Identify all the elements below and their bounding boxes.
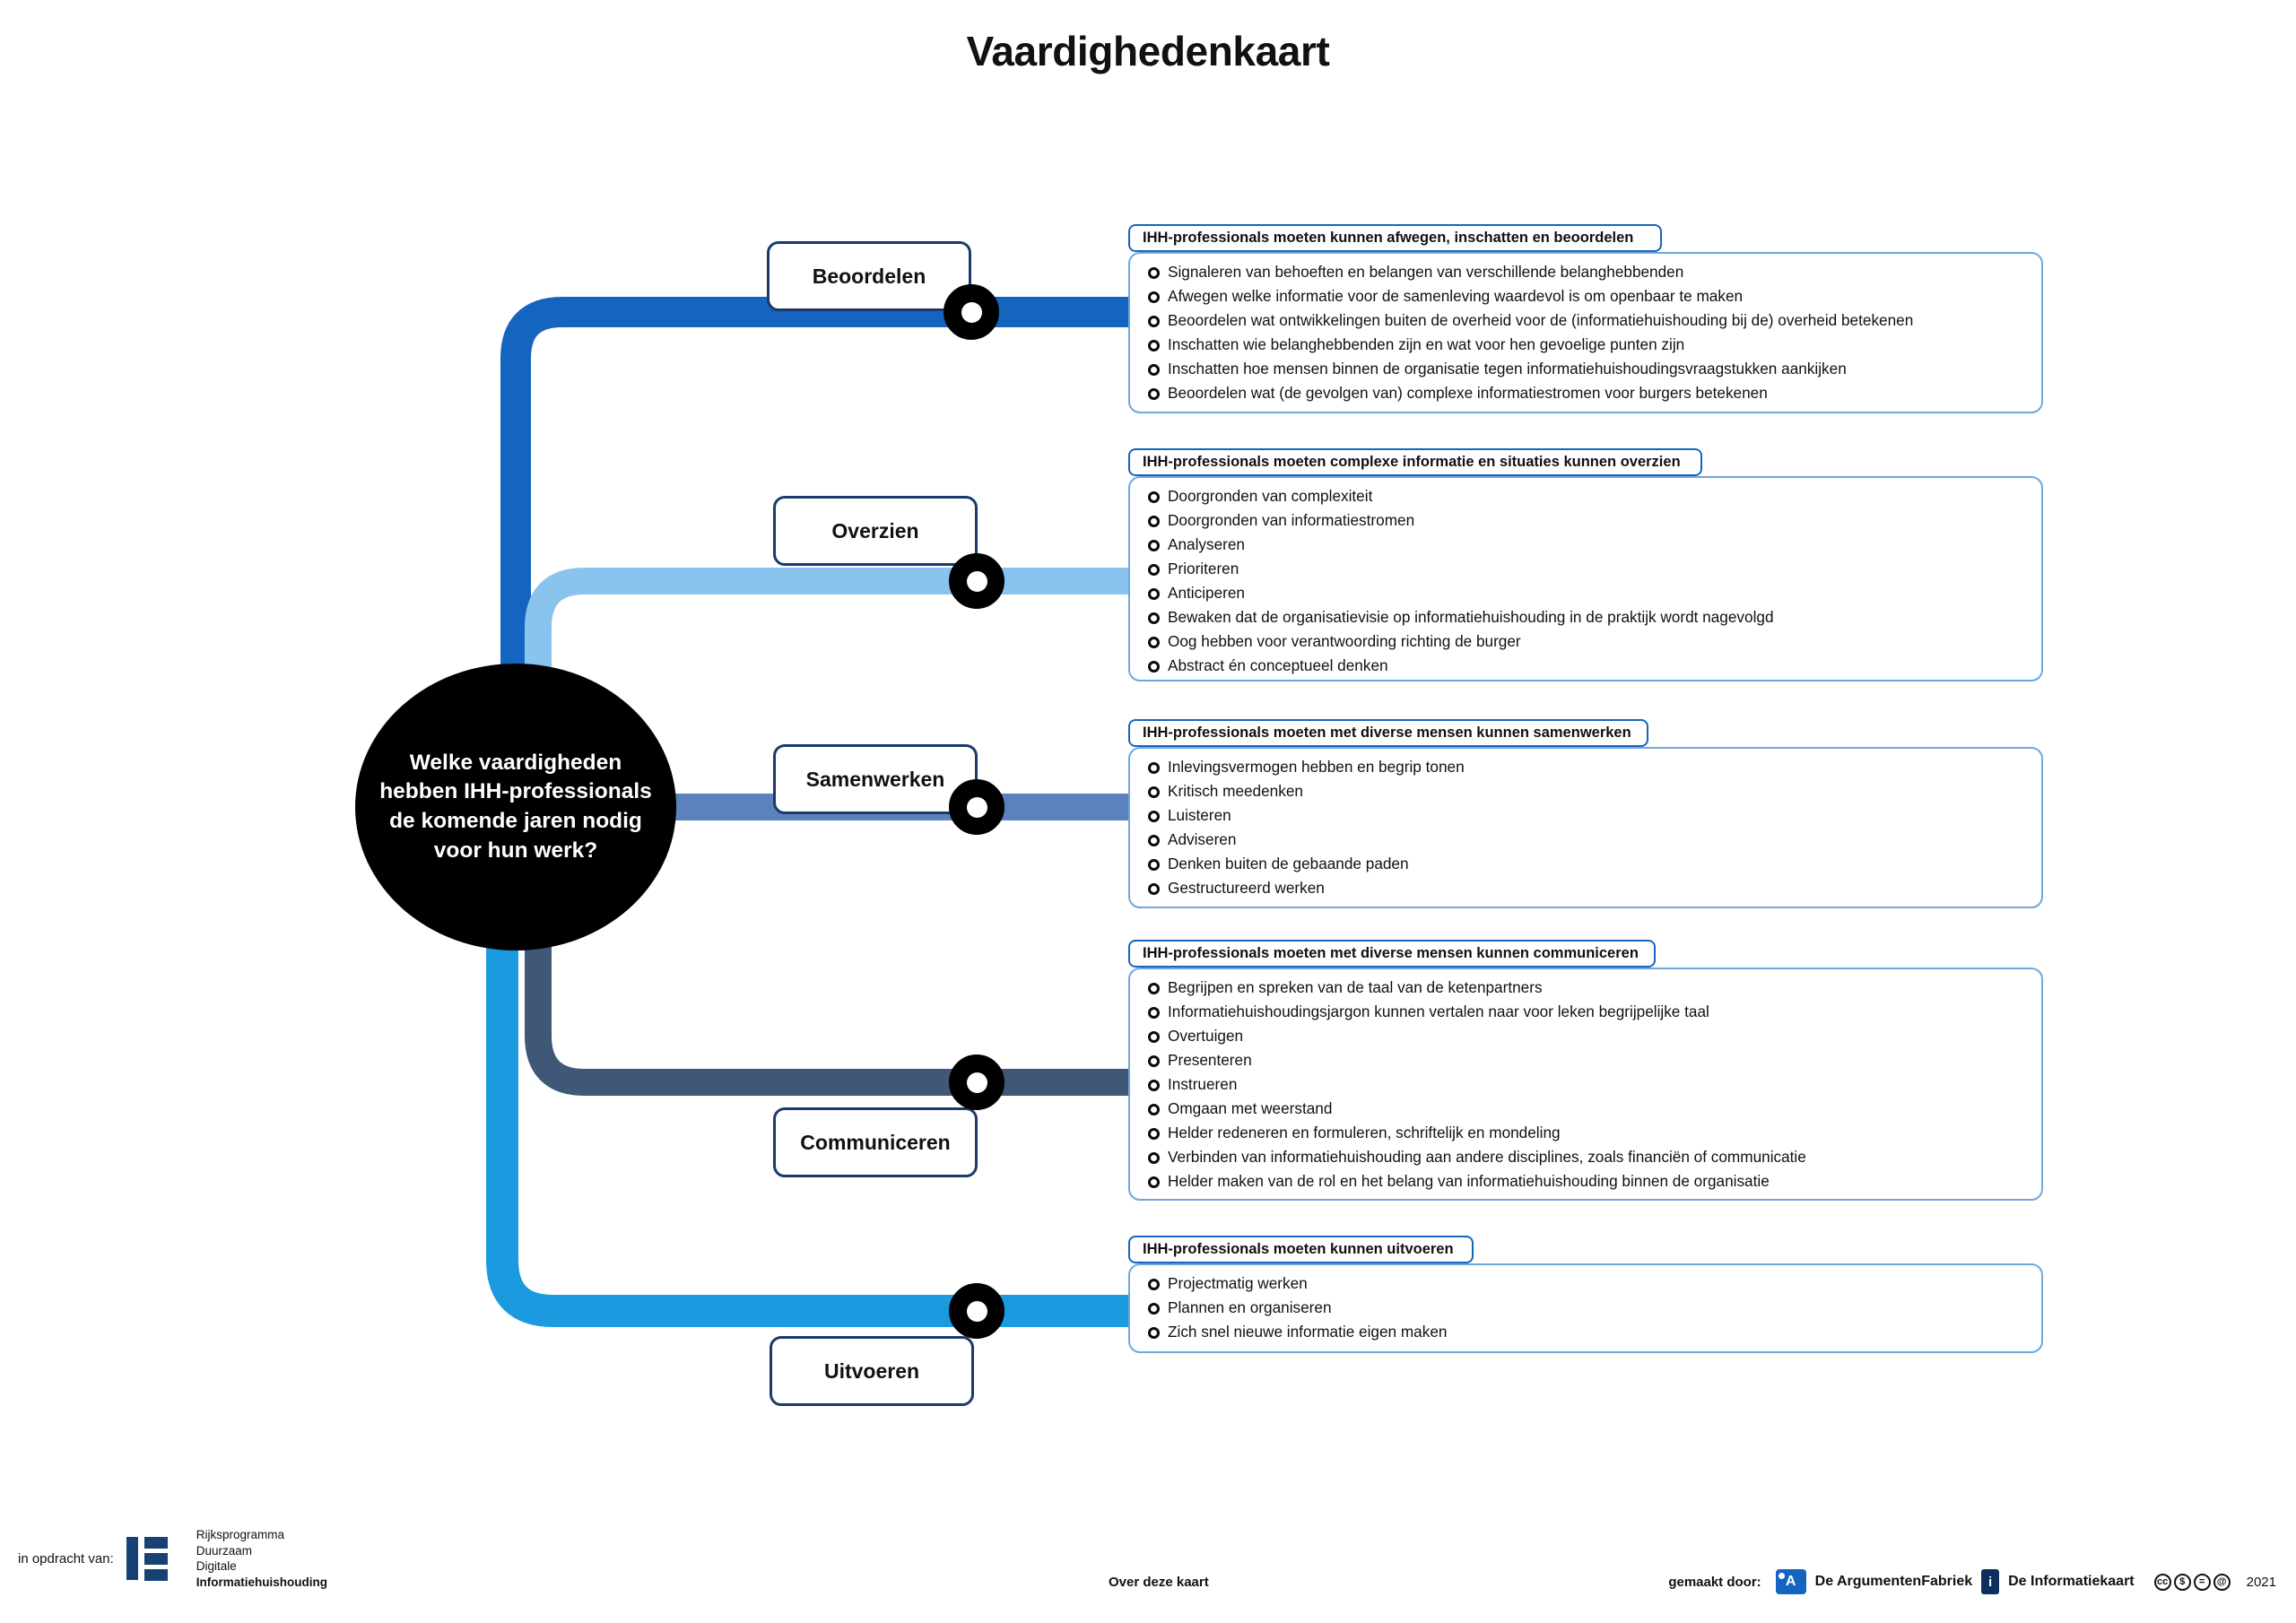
year-label: 2021 — [2246, 1574, 2276, 1590]
bullet-dot-icon — [1148, 491, 1160, 503]
list-item[interactable] — [1148, 608, 1774, 632]
rijks-line-3: Digitale — [196, 1559, 237, 1574]
list-item-label: Kritisch meedenken — [1168, 782, 1303, 800]
list-item-label: Anticiperen — [1168, 584, 1245, 602]
bullet-dot-icon — [1148, 612, 1160, 624]
list-item-label: Informatiehuishoudingsjargon kunnen vertalen naar voor leken begrijpelijke taal — [1168, 1002, 1709, 1020]
bullet-list-communiceren — [1148, 978, 1806, 1196]
list-item[interactable] — [1148, 879, 1465, 903]
bullet-dot-icon — [1148, 835, 1160, 846]
panel-header-communiceren — [1128, 940, 1656, 968]
bullet-dot-icon — [1148, 786, 1160, 798]
cc-nc-icon: = — [2194, 1574, 2211, 1591]
branch-box-beoordelen[interactable] — [767, 241, 971, 311]
bullet-dot-icon — [1148, 316, 1160, 327]
bullet-dot-icon — [1148, 1031, 1160, 1043]
list-item[interactable] — [1148, 335, 1913, 360]
list-item-label: Overtuigen — [1168, 1027, 1244, 1045]
panel-communiceren — [1128, 940, 2043, 1204]
bullet-dot-icon — [1148, 588, 1160, 600]
list-item-label: Inlevingsvermogen hebben en begrip tonen — [1168, 758, 1465, 776]
bullet-dot-icon — [1148, 516, 1160, 527]
list-item-label: Prioriteren — [1168, 560, 1239, 577]
list-item[interactable] — [1148, 287, 1913, 311]
bullet-dot-icon — [1148, 388, 1160, 400]
list-item[interactable] — [1148, 535, 1774, 560]
list-item[interactable] — [1148, 855, 1465, 879]
list-item[interactable] — [1148, 656, 1774, 681]
bullet-dot-icon — [1148, 1128, 1160, 1140]
list-item-label: Zich snel nieuwe informatie eigen maken — [1168, 1323, 1448, 1341]
informatiekaart-logo-icon: i — [1981, 1569, 1999, 1594]
list-item[interactable] — [1148, 263, 1913, 287]
list-item-label: Doorgronden van complexiteit — [1168, 487, 1373, 505]
bullet-dot-icon — [1148, 1007, 1160, 1019]
bullet-dot-icon — [1148, 1080, 1160, 1091]
list-item[interactable] — [1148, 1099, 1806, 1124]
list-item[interactable] — [1148, 1027, 1806, 1051]
list-item-label: Helder redeneren en formuleren, schriftelijk en mondeling — [1168, 1124, 1561, 1141]
cc-by-icon: $ — [2174, 1574, 2191, 1591]
node-dot-overzien[interactable] — [949, 553, 1004, 609]
rijksoverheid-logo-icon — [126, 1533, 184, 1584]
branch-label: Communiceren — [800, 1130, 951, 1154]
list-item-label: Denken buiten de gebaande paden — [1168, 855, 1409, 872]
central-question-hub — [355, 664, 676, 950]
bullet-dot-icon — [1148, 540, 1160, 551]
panel-header-text: IHH-professionals moeten complexe informatie en situaties kunnen overzien — [1143, 454, 1681, 470]
list-item-label: Plannen en organiseren — [1168, 1298, 1332, 1316]
rijksprogramma-name — [196, 1527, 327, 1591]
footer — [0, 1515, 2296, 1623]
bullet-dot-icon — [1148, 291, 1160, 303]
bullet-dot-icon — [1148, 983, 1160, 994]
list-item-label: Instrueren — [1168, 1075, 1238, 1093]
list-item[interactable] — [1148, 632, 1774, 656]
node-dot-center — [961, 302, 982, 323]
list-item[interactable] — [1148, 1274, 1447, 1298]
list-item-label: Gestructureerd werken — [1168, 879, 1325, 897]
page-title: Vaardighedenkaart — [966, 28, 1330, 74]
about-this-card-link[interactable]: Over deze kaart — [1109, 1575, 1209, 1590]
list-item[interactable] — [1148, 758, 1465, 782]
list-item-label: Signaleren van behoeften en belangen van verschillende belanghebbenden — [1168, 263, 1684, 281]
node-dot-uitvoeren[interactable] — [949, 1283, 1004, 1339]
list-item-label: Beoordelen wat (de gevolgen van) complexe informatiestromen voor burgers betekenen — [1168, 384, 1768, 402]
rijks-line-4: Informatiehuishouding — [196, 1575, 327, 1590]
cc-nd-icon: @ — [2213, 1574, 2231, 1591]
list-item-label: Doorgronden van informatiestromen — [1168, 511, 1415, 529]
panel-header-uitvoeren — [1128, 1236, 1474, 1263]
panel-uitvoeren — [1128, 1236, 2043, 1357]
list-item[interactable] — [1148, 560, 1774, 584]
bullet-dot-icon — [1148, 564, 1160, 576]
list-item-label: Analyseren — [1168, 535, 1245, 553]
creative-commons-icons — [2154, 1574, 2231, 1591]
list-item[interactable] — [1148, 1323, 1447, 1347]
argumentenfabriek-name[interactable]: De ArgumentenFabriek — [1814, 1574, 1973, 1589]
panel-header-samenwerken — [1128, 719, 1648, 747]
panel-header-text: IHH-professionals moeten met diverse mensen kunnen communiceren — [1143, 945, 1639, 961]
list-item-label: Bewaken dat de organisatievisie op informatiehuishouding in de praktijk wordt nagevolgd — [1168, 608, 1774, 626]
rijks-line-1: Rijksprogramma — [196, 1527, 285, 1541]
bullet-list-overzien — [1148, 487, 1774, 681]
branch-box-overzien[interactable] — [773, 496, 978, 566]
list-item[interactable] — [1148, 1051, 1806, 1075]
rijks-line-2: Duurzaam — [196, 1543, 253, 1558]
list-item[interactable] — [1148, 487, 1774, 511]
bullet-dot-icon — [1148, 1279, 1160, 1290]
bullet-list-samenwerken — [1148, 758, 1465, 903]
list-item[interactable] — [1148, 782, 1465, 806]
list-item-label: Beoordelen wat ontwikkelingen buiten de overheid voor de (informatiehuishouding bij de) overheid betekenen — [1168, 311, 1914, 329]
list-item-label: Presenteren — [1168, 1051, 1252, 1069]
bullet-dot-icon — [1148, 859, 1160, 871]
bullet-dot-icon — [1148, 1176, 1160, 1188]
list-item[interactable] — [1148, 806, 1465, 830]
made-by-label: gemaakt door: — [1668, 1574, 1761, 1590]
list-item-label: Begrijpen en spreken van de taal van de ketenpartners — [1168, 978, 1543, 996]
list-item[interactable] — [1148, 384, 1913, 408]
list-item-label: Projectmatig werken — [1168, 1274, 1308, 1292]
node-dot-samenwerken[interactable] — [949, 779, 1004, 835]
branch-box-uitvoeren[interactable] — [770, 1336, 974, 1406]
list-item-label: Luisteren — [1168, 806, 1231, 824]
bullet-dot-icon — [1148, 1055, 1160, 1067]
bullet-dot-icon — [1148, 762, 1160, 774]
node-dot-center — [967, 571, 987, 592]
list-item[interactable] — [1148, 1172, 1806, 1196]
list-item[interactable] — [1148, 1148, 1806, 1172]
footer-made-by — [1668, 1569, 2276, 1594]
list-item-label: Oog hebben voor verantwoording richting de burger — [1168, 632, 1521, 650]
branch-box-samenwerken[interactable] — [773, 744, 978, 814]
panel-header-overzien — [1128, 448, 1702, 476]
bullet-list-beoordelen — [1148, 263, 1913, 408]
bullet-dot-icon — [1148, 1327, 1160, 1339]
informatiekaart-name[interactable]: De Informatiekaart — [2008, 1574, 2135, 1589]
bullet-dot-icon — [1148, 1303, 1160, 1315]
bullet-dot-icon — [1148, 883, 1160, 895]
argumentenfabriek-logo-icon: A — [1776, 1569, 1806, 1594]
node-dot-center — [967, 1072, 987, 1093]
bullet-dot-icon — [1148, 661, 1160, 673]
central-question-text: Welke vaardigheden hebben IHH-professionals de komende jaren nodig voor hun werk? — [379, 750, 652, 863]
list-item[interactable] — [1148, 511, 1774, 535]
list-item[interactable] — [1148, 1002, 1806, 1027]
bullet-dot-icon — [1148, 1152, 1160, 1164]
bullet-dot-icon — [1148, 811, 1160, 822]
panel-header-beoordelen — [1128, 224, 1662, 252]
list-item-label: Omgaan met weerstand — [1168, 1099, 1333, 1117]
node-dot-center — [967, 1301, 987, 1322]
list-item-label: Inschatten hoe mensen binnen de organisatie tegen informatiehuishoudingsvraagstukken aankijken — [1168, 360, 1847, 378]
list-item[interactable] — [1148, 311, 1913, 335]
commissioned-label: in opdracht van: — [18, 1550, 114, 1567]
list-item[interactable] — [1148, 584, 1774, 608]
list-item-label: Afwegen welke informatie voor de samenleving waardevol is om openbaar te maken — [1168, 287, 1744, 305]
list-item[interactable] — [1148, 830, 1465, 855]
panel-beoordelen — [1128, 224, 2043, 417]
list-item[interactable] — [1148, 1075, 1806, 1099]
node-dot-communiceren[interactable] — [949, 1055, 1004, 1110]
bullet-dot-icon — [1148, 637, 1160, 648]
panel-header-text: IHH-professionals moeten kunnen afwegen, inschatten en beoordelen — [1143, 230, 1634, 246]
panel-overzien — [1128, 448, 2043, 686]
branch-box-communiceren[interactable] — [773, 1107, 978, 1177]
panel-samenwerken — [1128, 719, 2043, 912]
list-item[interactable] — [1148, 1124, 1806, 1148]
list-item-label: Helder maken van de rol en het belang van informatiehuishouding binnen de organisatie — [1168, 1172, 1770, 1190]
list-item[interactable] — [1148, 1298, 1447, 1323]
branch-label: Overzien — [831, 518, 919, 542]
list-item-label: Adviseren — [1168, 830, 1237, 848]
cc-icon: cc — [2154, 1574, 2171, 1591]
branch-label: Uitvoeren — [823, 1358, 920, 1383]
panel-header-text: IHH-professionals moeten kunnen uitvoeren — [1143, 1241, 1454, 1257]
list-item-label: Abstract én conceptueel denken — [1168, 656, 1388, 674]
list-item[interactable] — [1148, 360, 1913, 384]
node-dot-center — [967, 797, 987, 818]
list-item[interactable] — [1148, 978, 1806, 1002]
bullet-list-uitvoeren — [1148, 1274, 1447, 1347]
branch-label: Beoordelen — [812, 264, 926, 288]
footer-commissioned-by — [18, 1527, 327, 1591]
list-item-label: Inschatten wie belanghebbenden zijn en wat voor hen gevoelige punten zijn — [1168, 335, 1685, 353]
branch-label: Samenwerken — [805, 767, 945, 791]
list-item-label: Verbinden van informatiehuishouding aan andere disciplines, zoals financiën of communicatie — [1168, 1148, 1806, 1166]
bullet-dot-icon — [1148, 340, 1160, 352]
bullet-dot-icon — [1148, 364, 1160, 376]
bullet-dot-icon — [1148, 267, 1160, 279]
panel-header-text: IHH-professionals moeten met diverse mensen kunnen samenwerken — [1143, 725, 1631, 741]
node-dot-beoordelen[interactable] — [944, 284, 999, 340]
bullet-dot-icon — [1148, 1104, 1160, 1115]
